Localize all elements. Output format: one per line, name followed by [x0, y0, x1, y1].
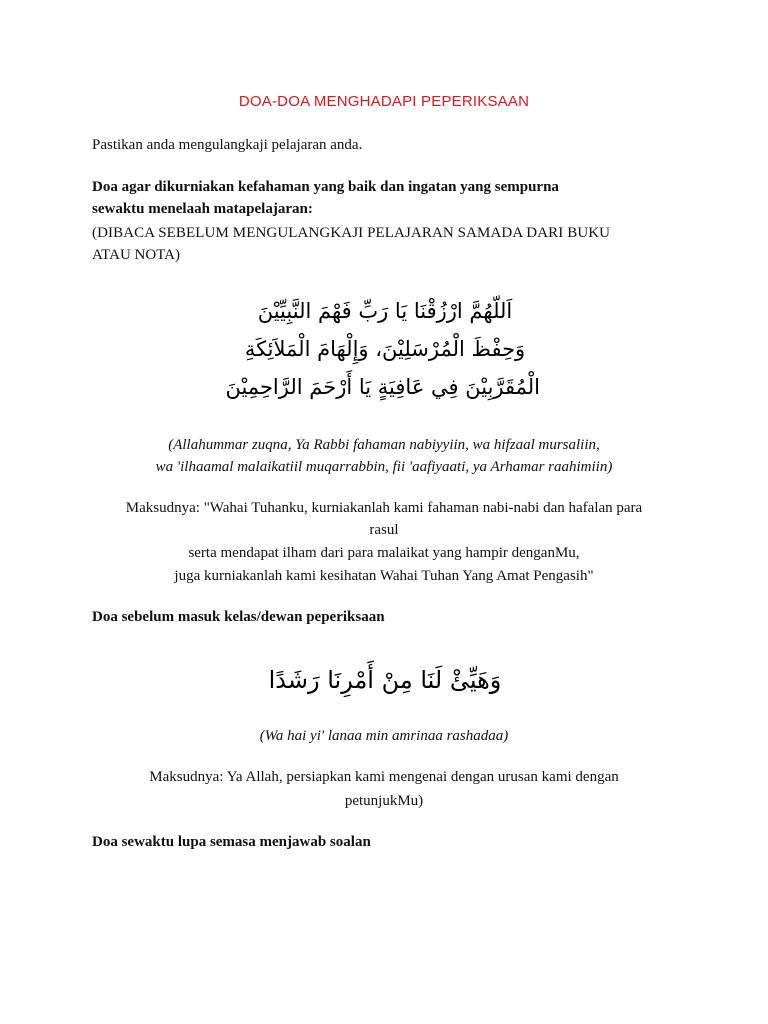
arabic-line: وَهَيِّئْ لَنَا مِنْ أَمْرِنَا رَشَدًا — [268, 666, 502, 694]
meaning-2-line2: petunjukMu) — [344, 793, 424, 809]
arabic-line: اَللّهُمَّ ارْزُقْنَا يَا رَبِّ فَهْمَ النَّبِيِّيْنَ — [257, 299, 513, 323]
meaning-1-line3: serta mendapat ilham dari para malaikat yang hampir denganMu, — [188, 545, 580, 561]
section2-heading: Doa sebelum masuk kelas/dewan peperiksaan — [92, 609, 385, 625]
meaning-1-line2: rasul — [369, 522, 399, 538]
section3-heading: Doa sewaktu lupa semasa menjawab soalan — [92, 834, 371, 850]
transliteration-1-line1: (Allahummar zuqna, Ya Rabbi fahaman nabiyyiin, wa hifzaal mursaliin, — [168, 437, 600, 453]
meaning-2-line1: Maksudnya: Ya Allah, persiapkan kami mengenai dengan urusan kami dengan — [149, 769, 619, 785]
page-title: DOA-DOA MENGHADAPI PEPERIKSAAN — [238, 93, 530, 110]
meaning-1-line1: Maksudnya: "Wahai Tuhanku, kurniakanlah kami fahaman nabi-nabi dan hafalan para — [125, 500, 643, 516]
transliteration-2: (Wa hai yi' lanaa min amrinaa rashadaa) — [259, 728, 509, 744]
transliteration-1-line2: wa 'ilhaamal malaikatiil muqarrabbin, fii 'aafiyaati, ya Arhamar raahimiin) — [155, 459, 613, 475]
arabic-prayer-1 — [225, 292, 540, 406]
arabic-line: الْمُقَرَّبِيْنَ فِي عَافِيَةٍ يَا أَرْحَمَ الرَّاحِمِيْنَ — [225, 375, 540, 399]
intro-text: Pastikan anda mengulangkaji pelajaran anda. — [92, 137, 363, 153]
section1-heading-line2: sewaktu menelaah matapelajaran: — [92, 201, 313, 217]
section1-note-line2: ATAU NOTA) — [92, 247, 181, 263]
section1-heading-line1: Doa agar dikurniakan kefahaman yang baik dan ingatan yang sempurna — [92, 179, 559, 195]
section1-note-line1: (DIBACA SEBELUM MENGULANGKAJI PELAJARAN SAMADA DARI BUKU — [92, 225, 611, 241]
meaning-1-line4: juga kurniakanlah kami kesihatan Wahai Tuhan Yang Amat Pengasih" — [174, 568, 594, 584]
arabic-prayer-2 — [230, 660, 540, 700]
arabic-line: وَحِفْظَ الْمُرْسَلِيْنَ، وَإِلْهَامَ الْمَلاَئِكَةِ — [244, 337, 526, 361]
